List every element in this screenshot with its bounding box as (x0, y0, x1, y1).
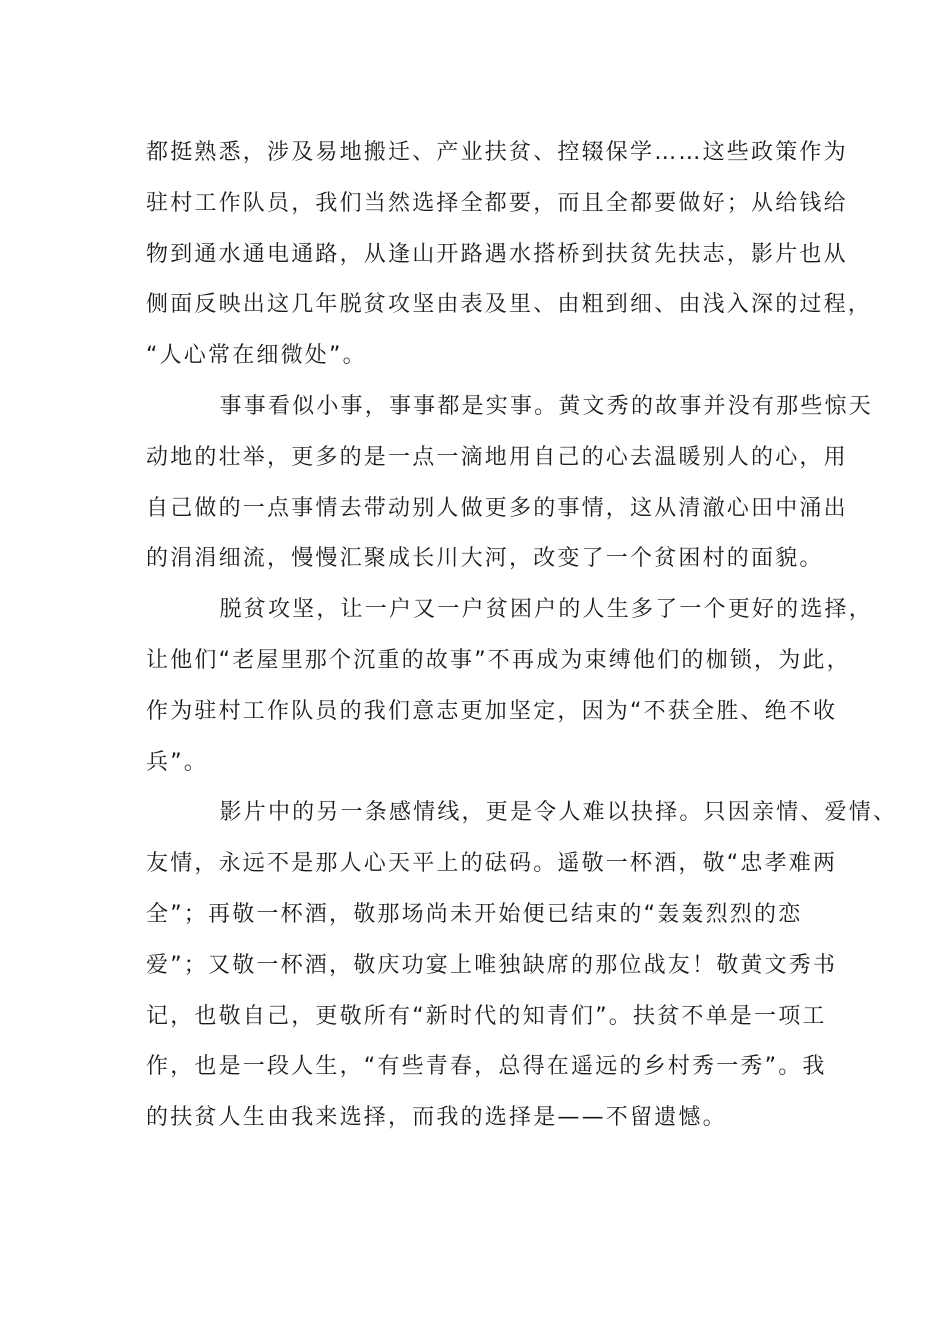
text-line: 爱”；又敬一杯酒，敬庆功宴上唯独缺席的那位战友！敬黄文秀书 (146, 952, 838, 978)
text-line: 都挺熟悉，涉及易地搬迁、产业扶贫、控辍保学……这些政策作为 (146, 140, 848, 165)
paragraph (146, 382, 873, 585)
text-line: 动地的壮举，更多的是一点一滴地用自己的心去温暖别人的心，用 (146, 444, 848, 470)
text-line: 友情，永远不是那人心天平上的砝码。遥敬一杯酒，敬“忠孝难两 (146, 851, 838, 877)
text-line: 侧面反映出这几年脱贫攻坚由表及里、由粗到细、由浅入深的过程， (146, 292, 873, 318)
text-line: 驻村工作队员，我们当然选择全都要，而且全都要做好；从给钱给 (146, 190, 848, 216)
document-body (146, 128, 898, 1144)
paragraph (146, 788, 898, 1144)
text-line: 脱贫攻坚，让一户又一户贫困户的人生多了一个更好的选择， (146, 597, 873, 623)
text-line: 兵”。 (146, 749, 208, 775)
text-line: 的扶贫人生由我来选择，而我的选择是——不留遗憾。 (146, 1105, 727, 1131)
text-line: 记，也敬自己，更敬所有“新时代的知青们”。扶贫不单是一项工 (146, 1003, 827, 1029)
text-line: 作为驻村工作队员的我们意志更加坚定，因为“不获全胜、绝不收 (146, 698, 838, 724)
paragraph (146, 128, 873, 382)
paragraph (146, 585, 873, 788)
text-line: “人心常在细微处”。 (146, 343, 367, 369)
text-line: 自己做的一点事情去带动别人做更多的事情，这从清澈心田中涌出 (146, 495, 848, 521)
text-line: 的涓涓细流，慢慢汇聚成长川大河，改变了一个贫困村的面貌。 (146, 546, 824, 572)
text-line: 作，也是一段人生，“有些青春，总得在遥远的乡村秀一秀”。我 (146, 1054, 827, 1080)
text-line: 事事看似小事，事事都是实事。黄文秀的故事并没有那些惊天 (146, 393, 873, 419)
text-line: 物到通水通电通路，从逢山开路遇水搭桥到扶贫先扶志，影片也从 (146, 241, 848, 267)
text-line: 让他们“老屋里那个沉重的故事”不再成为束缚他们的枷锁，为此， (146, 647, 851, 673)
text-line: 全”；再敬一杯酒，敬那场尚未开始便已结束的“轰轰烈烈的恋 (146, 901, 803, 927)
text-line: 影片中的另一条感情线，更是令人难以抉择。只因亲情、爱情、 (146, 800, 898, 826)
